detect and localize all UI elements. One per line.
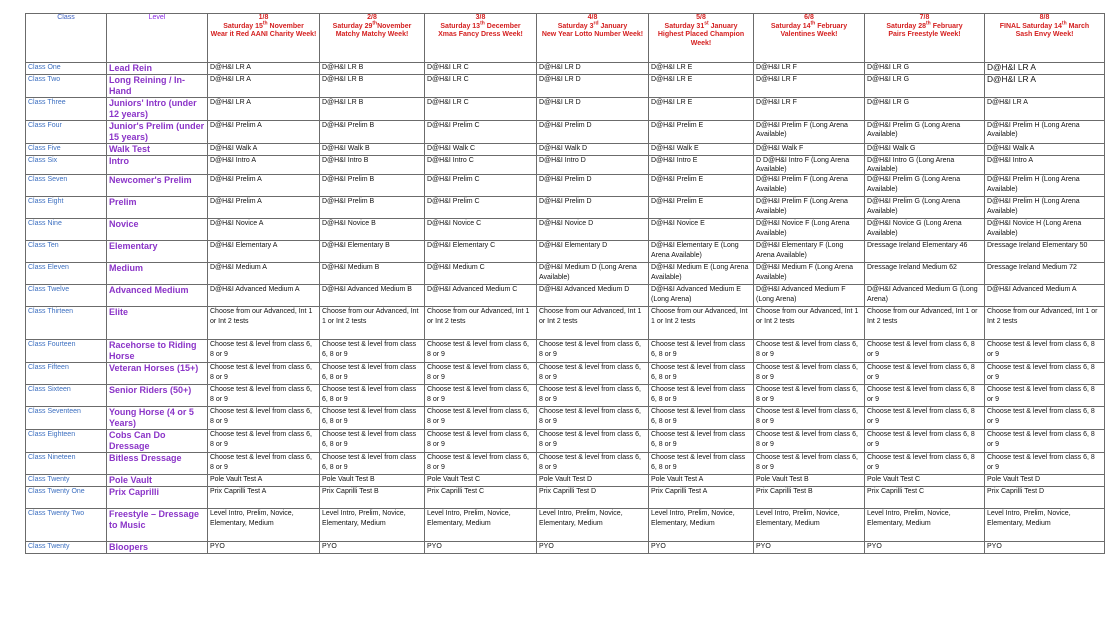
test-cell: D@H&I Advanced Medium B <box>320 285 425 307</box>
test-cell: Pole Vault Test D <box>985 475 1105 487</box>
test-cell: Level Intro, Prelim, Novice, Elementary, Medium <box>865 509 985 542</box>
test-cell: Choose test & level from class 6, 8 or 9 <box>208 385 320 407</box>
test-cell: Choose test & level from class 6, 8 or 9 <box>537 430 649 453</box>
test-cell: D@H&I Prelim A <box>208 121 320 144</box>
test-cell: D@H&I Prelim E <box>649 175 754 197</box>
test-cell: D@H&I Prelim A <box>208 197 320 219</box>
test-cell: D@H&I Prelim D <box>537 197 649 219</box>
test-cell: D@H&I Prelim H (Long Arena Available) <box>985 197 1105 219</box>
level-cell: Prix Caprilli <box>107 487 208 509</box>
test-cell: Choose test & level from class 6, 8 or 9 <box>208 407 320 430</box>
header-week <box>537 14 649 63</box>
class-cell: Class Sixteen <box>26 385 107 407</box>
level-cell: Newcomer's Prelim <box>107 175 208 197</box>
test-cell: D@H&I LR A <box>985 75 1105 98</box>
week-date: FINAL Saturday 14th March <box>999 20 1090 30</box>
week-theme: Highest Placed Champion Week! <box>657 31 745 47</box>
test-cell: D@H&I Prelim H (Long Arena Available) <box>985 121 1105 144</box>
table-row <box>26 63 1105 75</box>
test-cell: D@H&I LR F <box>754 98 865 121</box>
test-cell: D@H&I Walk A <box>985 144 1105 156</box>
table-row <box>26 307 1105 340</box>
test-cell: Choose test & level from class 6, 8 or 9 <box>865 407 985 430</box>
test-cell: D@H&I Novice C <box>425 219 537 241</box>
test-cell: D@H&I Elementary F (Long Arena Available) <box>754 241 865 263</box>
week-number: 1/8 <box>258 14 269 21</box>
test-cell: D@H&I LR E <box>649 75 754 98</box>
test-cell: D@H&I Novice B <box>320 219 425 241</box>
test-cell: D@H&I LR F <box>754 75 865 98</box>
test-cell: D@H&I Walk G <box>865 144 985 156</box>
test-cell: Level Intro, Prelim, Novice, Elementary, Medium <box>649 509 754 542</box>
test-cell: D@H&I LR D <box>537 75 649 98</box>
test-cell: D@H&I Elementary D <box>537 241 649 263</box>
class-cell: Class Nineteen <box>26 453 107 475</box>
test-cell: D@H&I LR A <box>985 63 1105 75</box>
week-theme: Pairs Freestyle Week! <box>888 31 961 39</box>
table-row <box>26 75 1105 98</box>
class-cell: Class Ten <box>26 241 107 263</box>
test-cell: Pole Vault Test C <box>865 475 985 487</box>
test-cell: D@H&I LR B <box>320 75 425 98</box>
level-cell: Elite <box>107 307 208 340</box>
header-week <box>320 14 425 63</box>
week-number: 7/8 <box>919 14 930 21</box>
test-cell: D@H&I Novice D <box>537 219 649 241</box>
test-cell: Dressage Ireland Elementary 46 <box>865 241 985 263</box>
class-cell: Class Eleven <box>26 263 107 285</box>
test-cell: PYO <box>320 542 425 554</box>
class-cell: Class Thirteen <box>26 307 107 340</box>
test-cell: Choose test & level from class 6, 8 or 9 <box>754 407 865 430</box>
test-cell: D@H&I Advanced Medium C <box>425 285 537 307</box>
table-row <box>26 98 1105 121</box>
level-cell: Bitless Dressage <box>107 453 208 475</box>
test-cell: D D@H&I Intro F (Long Arena Available) <box>754 156 865 175</box>
level-cell: Racehorse to Riding Horse <box>107 340 208 363</box>
table-row <box>26 542 1105 554</box>
test-cell: Choose test & level from class 6, 8 or 9 <box>208 430 320 453</box>
test-cell: D@H&I LR D <box>537 98 649 121</box>
test-cell: D@H&I Walk D <box>537 144 649 156</box>
test-cell: D@H&I Intro E <box>649 156 754 175</box>
test-cell: Choose test & level from class 6, 8 or 9 <box>649 385 754 407</box>
test-cell: Dressage Ireland Medium 62 <box>865 263 985 285</box>
test-cell: D@H&I Advanced Medium A <box>208 285 320 307</box>
test-cell: D@H&I Prelim G (Long Arena Available) <box>865 175 985 197</box>
table-row <box>26 475 1105 487</box>
test-cell: Prix Caprilli Test D <box>537 487 649 509</box>
table-row <box>26 487 1105 509</box>
header-class: Class <box>26 14 107 63</box>
test-cell: Choose test & level from class 6, 8 or 9 <box>208 340 320 363</box>
test-cell: Choose test & level from class 6, 8 or 9 <box>425 340 537 363</box>
test-cell: Choose test & level from class 6, 8 or 9 <box>208 363 320 385</box>
test-cell: Choose test & level from class 6, 8 or 9 <box>537 453 649 475</box>
week-theme: Valentines Week! <box>780 31 838 39</box>
test-cell: Choose test & level from class 6, 8 or 9 <box>985 363 1105 385</box>
test-cell: Choose test & level from class 6, 8 or 9 <box>649 430 754 453</box>
test-cell: D@H&I Novice A <box>208 219 320 241</box>
week-date: Saturday 14th February <box>770 20 848 30</box>
test-cell: D@H&I Medium B <box>320 263 425 285</box>
level-cell: Medium <box>107 263 208 285</box>
test-cell: D@H&I LR E <box>649 98 754 121</box>
test-cell: Level Intro, Prelim, Novice, Elementary, Medium <box>320 509 425 542</box>
test-cell: Choose test & level from class 6, 8 or 9 <box>537 363 649 385</box>
test-cell: PYO <box>208 542 320 554</box>
table-row <box>26 263 1105 285</box>
test-cell: Choose from our Advanced, Int 1 or Int 2 tests <box>320 307 425 340</box>
test-cell: D@H&I Prelim F (Long Arena Available) <box>754 197 865 219</box>
test-cell: Choose from our Advanced, Int 1 or Int 2 tests <box>649 307 754 340</box>
test-cell: Level Intro, Prelim, Novice, Elementary, Medium <box>754 509 865 542</box>
test-cell: Choose test & level from class 6, 8 or 9 <box>320 453 425 475</box>
test-cell: Choose test & level from class 6, 8 or 9 <box>865 385 985 407</box>
test-cell: D@H&I Walk B <box>320 144 425 156</box>
test-cell: Level Intro, Prelim, Novice, Elementary, Medium <box>537 509 649 542</box>
class-cell: Class Six <box>26 156 107 175</box>
test-cell: D@H&I Intro C <box>425 156 537 175</box>
table-row <box>26 453 1105 475</box>
test-cell: Choose test & level from class 6, 8 or 9 <box>320 385 425 407</box>
test-cell: PYO <box>754 542 865 554</box>
test-cell: Choose test & level from class 6, 8 or 9 <box>754 363 865 385</box>
test-cell: D@H&I LR F <box>754 63 865 75</box>
test-cell: Choose test & level from class 6, 8 or 9 <box>537 407 649 430</box>
week-date: Saturday 31st January <box>664 20 738 30</box>
test-cell: Choose test & level from class 6, 8 or 9 <box>208 453 320 475</box>
week-number: 8/8 <box>1039 14 1050 21</box>
test-cell: Choose test & level from class 6, 8 or 9 <box>537 385 649 407</box>
schedule-table <box>25 13 1105 554</box>
test-cell: D@H&I Walk A <box>208 144 320 156</box>
test-cell: Choose from our Advanced, Int 1 or Int 2 tests <box>985 307 1105 340</box>
test-cell: D@H&I Novice H (Long Arena Available) <box>985 219 1105 241</box>
table-row <box>26 285 1105 307</box>
test-cell: Prix Caprilli Test B <box>320 487 425 509</box>
level-cell: Lead Rein <box>107 63 208 75</box>
level-cell: Veteran Horses (15+) <box>107 363 208 385</box>
header-week <box>208 14 320 63</box>
test-cell: Choose test & level from class 6, 8 or 9 <box>985 385 1105 407</box>
test-cell: Pole Vault Test B <box>320 475 425 487</box>
header-week <box>754 14 865 63</box>
test-cell: Pole Vault Test A <box>208 475 320 487</box>
test-cell: Pole Vault Test C <box>425 475 537 487</box>
level-cell: Senior Riders (50+) <box>107 385 208 407</box>
level-cell: Walk Test <box>107 144 208 156</box>
table-row <box>26 241 1105 263</box>
test-cell: D@H&I Medium C <box>425 263 537 285</box>
table-row <box>26 144 1105 156</box>
table-row <box>26 340 1105 363</box>
test-cell: D@H&I Prelim F (Long Arena Available) <box>754 121 865 144</box>
header-level: Level <box>107 14 208 63</box>
class-cell: Class Seven <box>26 175 107 197</box>
test-cell: Choose test & level from class 6, 8 or 9 <box>320 407 425 430</box>
test-cell: Choose test & level from class 6, 8 or 9 <box>425 407 537 430</box>
table-row <box>26 219 1105 241</box>
week-date: Saturday 13th December <box>440 20 521 30</box>
level-cell: Prelim <box>107 197 208 219</box>
week-number: 3/8 <box>475 14 486 21</box>
test-cell: D@H&I Medium A <box>208 263 320 285</box>
week-theme: Xmas Fancy Dress Week! <box>438 31 523 39</box>
test-cell: Prix Caprilli Test A <box>208 487 320 509</box>
table-row <box>26 156 1105 175</box>
test-cell: D@H&I Elementary B <box>320 241 425 263</box>
week-number: 5/8 <box>696 14 706 21</box>
test-cell: D@H&I LR E <box>649 63 754 75</box>
test-cell: Choose test & level from class 6, 8 or 9 <box>865 340 985 363</box>
test-cell: D@H&I Novice E <box>649 219 754 241</box>
test-cell: Choose test & level from class 6, 8 or 9 <box>320 430 425 453</box>
class-cell: Class One <box>26 63 107 75</box>
test-cell: D@H&I Prelim D <box>537 121 649 144</box>
test-cell: Choose test & level from class 6, 8 or 9 <box>649 340 754 363</box>
table-row <box>26 363 1105 385</box>
test-cell: Choose test & level from class 6, 8 or 9 <box>649 453 754 475</box>
class-cell: Class Nine <box>26 219 107 241</box>
test-cell: D@H&I Prelim E <box>649 121 754 144</box>
class-cell: Class Seventeen <box>26 407 107 430</box>
week-date: Saturday 3rd January <box>557 20 628 30</box>
test-cell: D@H&I LR C <box>425 98 537 121</box>
week-date: Saturday 15th November <box>223 20 304 30</box>
level-cell: Cobs Can Do Dressage <box>107 430 208 453</box>
test-cell: Level Intro, Prelim, Novice, Elementary, Medium <box>425 509 537 542</box>
test-cell: Choose test & level from class 6, 8 or 9 <box>985 340 1105 363</box>
test-cell: D@H&I LR C <box>425 75 537 98</box>
class-cell: Class Five <box>26 144 107 156</box>
table-row <box>26 407 1105 430</box>
test-cell: D@H&I Medium E (Long Arena Available) <box>649 263 754 285</box>
test-cell: Pole Vault Test B <box>754 475 865 487</box>
test-cell: Level Intro, Prelim, Novice, Elementary, Medium <box>208 509 320 542</box>
week-theme: Sash Envy Week! <box>1015 31 1074 39</box>
test-cell: Choose test & level from class 6, 8 or 9 <box>865 453 985 475</box>
test-cell: Choose test & level from class 6, 8 or 9 <box>754 385 865 407</box>
test-cell: Prix Caprilli Test D <box>985 487 1105 509</box>
class-cell: Class Twelve <box>26 285 107 307</box>
test-cell: Choose test & level from class 6, 8 or 9 <box>320 340 425 363</box>
test-cell: PYO <box>649 542 754 554</box>
test-cell: D@H&I Walk C <box>425 144 537 156</box>
test-cell: Choose test & level from class 6, 8 or 9 <box>425 430 537 453</box>
class-cell: Class Fifteen <box>26 363 107 385</box>
test-cell: D@H&I LR D <box>537 63 649 75</box>
test-cell: D@H&I Prelim B <box>320 121 425 144</box>
level-cell: Advanced Medium <box>107 285 208 307</box>
test-cell: Choose test & level from class 6, 8 or 9 <box>865 363 985 385</box>
class-cell: Class Fourteen <box>26 340 107 363</box>
level-cell: Young Horse (4 or 5 Years) <box>107 407 208 430</box>
level-cell: Long Reining / In-Hand <box>107 75 208 98</box>
test-cell: D@H&I Elementary A <box>208 241 320 263</box>
test-cell: D@H&I Prelim E <box>649 197 754 219</box>
test-cell: D@H&I Intro B <box>320 156 425 175</box>
test-cell: D@H&I LR A <box>208 63 320 75</box>
class-cell: Class Four <box>26 121 107 144</box>
level-cell: Freestyle – Dressage to Music <box>107 509 208 542</box>
level-cell: Novice <box>107 219 208 241</box>
test-cell: Choose test & level from class 6, 8 or 9 <box>754 340 865 363</box>
week-number: 6/8 <box>804 14 814 21</box>
test-cell: Dressage Ireland Elementary 50 <box>985 241 1105 263</box>
test-cell: Prix Caprilli Test C <box>425 487 537 509</box>
week-date: Saturday 28th February <box>886 20 963 30</box>
test-cell: Choose test & level from class 6, 8 or 9 <box>320 363 425 385</box>
test-cell: D@H&I Prelim D <box>537 175 649 197</box>
test-cell: Choose test & level from class 6, 8 or 9 <box>865 430 985 453</box>
test-cell: D@H&I Advanced Medium F (Long Arena) <box>754 285 865 307</box>
test-cell: PYO <box>865 542 985 554</box>
test-cell: D@H&I LR B <box>320 63 425 75</box>
level-cell: Intro <box>107 156 208 175</box>
level-cell: Junior's Prelim (under 15 years) <box>107 121 208 144</box>
level-cell: Bloopers <box>107 542 208 554</box>
test-cell: D@H&I Intro A <box>208 156 320 175</box>
test-cell: PYO <box>425 542 537 554</box>
header-week <box>985 14 1105 63</box>
test-cell: Choose test & level from class 6, 8 or 9 <box>754 430 865 453</box>
week-theme: Matchy Matchy Week! <box>335 31 409 39</box>
test-cell: Pole Vault Test A <box>649 475 754 487</box>
test-cell: PYO <box>985 542 1105 554</box>
header-week <box>425 14 537 63</box>
test-cell: D@H&I Novice F (Long Arena Available) <box>754 219 865 241</box>
week-theme: Wear it Red AANI Charity Week! <box>210 31 317 39</box>
class-cell: Class Twenty <box>26 542 107 554</box>
test-cell: D@H&I LR G <box>865 63 985 75</box>
level-cell: Pole Vault <box>107 475 208 487</box>
class-cell: Class Eighteen <box>26 430 107 453</box>
test-cell: D@H&I LR G <box>865 75 985 98</box>
test-cell: Pole Vault Test D <box>537 475 649 487</box>
test-cell: D@H&I LR B <box>320 98 425 121</box>
test-cell: D@H&I Intro A <box>985 156 1105 175</box>
test-cell: D@H&I Advanced Medium D <box>537 285 649 307</box>
test-cell: Choose test & level from class 6, 8 or 9 <box>425 453 537 475</box>
test-cell: Choose test & level from class 6, 8 or 9 <box>425 385 537 407</box>
test-cell: Choose from our Advanced, Int 1 or Int 2 tests <box>425 307 537 340</box>
test-cell: Choose test & level from class 6, 8 or 9 <box>985 430 1105 453</box>
test-cell: D@H&I Medium F (Long Arena Available) <box>754 263 865 285</box>
week-number: 2/8 <box>367 14 377 21</box>
test-cell: D@H&I Walk E <box>649 144 754 156</box>
schedule-body <box>26 63 1105 554</box>
test-cell: Choose test & level from class 6, 8 or 9 <box>537 340 649 363</box>
table-row <box>26 385 1105 407</box>
test-cell: D@H&I Novice G (Long Arena Available) <box>865 219 985 241</box>
test-cell: D@H&I LR A <box>208 75 320 98</box>
week-number: 4/8 <box>587 14 598 21</box>
week-theme: New Year Lotto Number Week! <box>541 31 644 39</box>
test-cell: D@H&I Advanced Medium G (Long Arena) <box>865 285 985 307</box>
test-cell: Choose from our Advanced, Int 1 or Int 2 tests <box>865 307 985 340</box>
test-cell: D@H&I Prelim A <box>208 175 320 197</box>
table-row <box>26 121 1105 144</box>
test-cell: D@H&I LR A <box>208 98 320 121</box>
test-cell: D@H&I Prelim G (Long Arena Available) <box>865 121 985 144</box>
test-cell: Choose from our Advanced, Int 1 or Int 2 tests <box>208 307 320 340</box>
class-cell: Class Three <box>26 98 107 121</box>
table-row <box>26 175 1105 197</box>
test-cell: Prix Caprilli Test A <box>649 487 754 509</box>
test-cell: D@H&I Advanced Medium A <box>985 285 1105 307</box>
test-cell: D@H&I Advanced Medium E (Long Arena) <box>649 285 754 307</box>
class-cell: Class Twenty One <box>26 487 107 509</box>
table-row <box>26 509 1105 542</box>
header-week <box>649 14 754 63</box>
class-cell: Class Eight <box>26 197 107 219</box>
header-row <box>26 14 1105 63</box>
test-cell: D@H&I Prelim C <box>425 121 537 144</box>
test-cell: Prix Caprilli Test B <box>754 487 865 509</box>
table-row <box>26 430 1105 453</box>
level-cell: Juniors' Intro (under 12 years) <box>107 98 208 121</box>
test-cell: Choose test & level from class 6, 8 or 9 <box>649 407 754 430</box>
test-cell: Choose from our Advanced, Int 1 or Int 2 tests <box>537 307 649 340</box>
test-cell: D@H&I LR A <box>985 98 1105 121</box>
level-cell: Elementary <box>107 241 208 263</box>
test-cell: Choose test & level from class 6, 8 or 9 <box>985 407 1105 430</box>
test-cell: Choose test & level from class 6, 8 or 9 <box>754 453 865 475</box>
test-cell: D@H&I Intro G (Long Arena Available) <box>865 156 985 175</box>
test-cell: D@H&I Prelim B <box>320 175 425 197</box>
test-cell: PYO <box>537 542 649 554</box>
test-cell: Choose test & level from class 6, 8 or 9 <box>649 363 754 385</box>
week-date: Saturday 29thNovember <box>332 20 412 30</box>
test-cell: D@H&I Elementary C <box>425 241 537 263</box>
test-cell: D@H&I Medium D (Long Arena Available) <box>537 263 649 285</box>
header-week <box>865 14 985 63</box>
test-cell: D@H&I Elementary E (Long Arena Available) <box>649 241 754 263</box>
test-cell: Choose from our Advanced, Int 1 or Int 2 tests <box>754 307 865 340</box>
test-cell: D@H&I Prelim C <box>425 197 537 219</box>
class-cell: Class Twenty <box>26 475 107 487</box>
test-cell: D@H&I Prelim F (Long Arena Available) <box>754 175 865 197</box>
test-cell: D@H&I Intro D <box>537 156 649 175</box>
test-cell: Choose test & level from class 6, 8 or 9 <box>985 453 1105 475</box>
test-cell: D@H&I LR G <box>865 98 985 121</box>
test-cell: D@H&I Prelim B <box>320 197 425 219</box>
test-cell: D@H&I LR C <box>425 63 537 75</box>
test-cell: Level Intro, Prelim, Novice, Elementary, Medium <box>985 509 1105 542</box>
table-row <box>26 197 1105 219</box>
test-cell: Prix Caprilli Test C <box>865 487 985 509</box>
test-cell: Dressage Ireland Medium 72 <box>985 263 1105 285</box>
class-cell: Class Two <box>26 75 107 98</box>
test-cell: D@H&I Prelim G (Long Arena Available) <box>865 197 985 219</box>
test-cell: D@H&I Prelim C <box>425 175 537 197</box>
test-cell: D@H&I Prelim H (Long Arena Available) <box>985 175 1105 197</box>
test-cell: Choose test & level from class 6, 8 or 9 <box>425 363 537 385</box>
class-cell: Class Twenty Two <box>26 509 107 542</box>
test-cell: D@H&I Walk F <box>754 144 865 156</box>
